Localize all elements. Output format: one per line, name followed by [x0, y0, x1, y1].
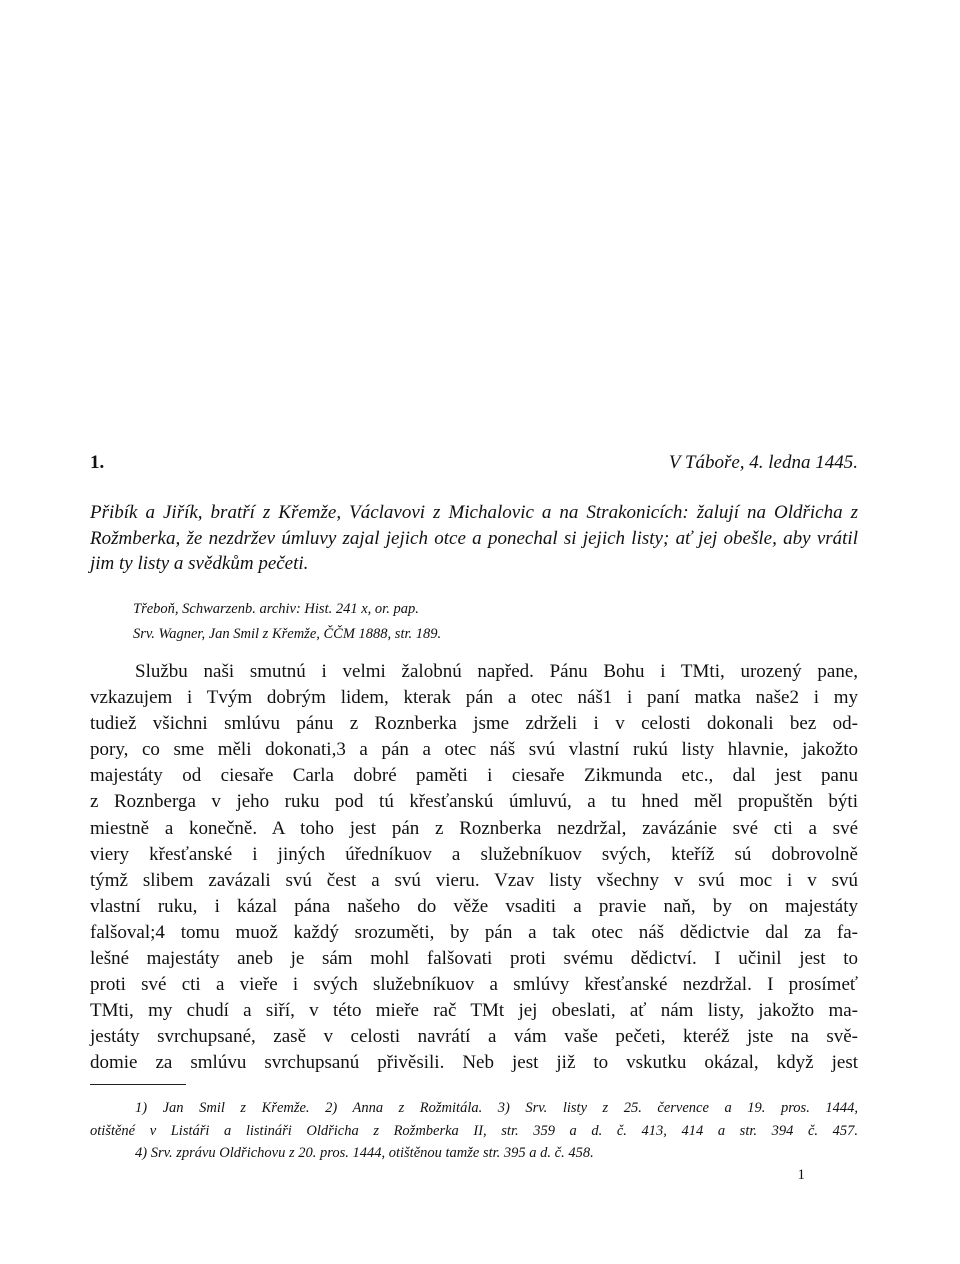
literature-reference: Srv. Wagner, Jan Smil z Křemže, ČČM 1888, str. 189.: [133, 626, 442, 642]
regest-summary: Přibík a Jiřík, bratří z Křemže, Václavovi z Michalovic a na Strakonicích: žalují na Oldřicha z Rožmberka, že nezdržev úmluvy zajal jejich otce a ponechal si jejich listy; ať jej obešle, aby vrátil jim ty listy a svědkům pečeti.: [90, 502, 858, 574]
body-line: z Roznberga v jeho ruku pod tú křesťanskú úmluvú, a tu hned měl propuštěn býti: [90, 791, 858, 813]
body-line: jestáty svrchupsané, zasě v celosti navrátí a vám vaše pečeti, kteréž jste na svě-: [90, 1026, 858, 1048]
body-line: týmž slibem zavázali svú čest a svú vieru. Vzav listy všechny v svú moc i v svú: [90, 869, 858, 891]
body-line: TMti, my chudí a siří, v této mieře rač TMt jej obeslati, ať nám listy, jakožto ma-: [90, 1000, 858, 1022]
body-line: Službu naši smutnú i velmi žalobnú napřed. Pánu Bohu i TMti, urozený pane,: [135, 661, 858, 682]
document-header: [90, 452, 858, 480]
body-line: pory, co sme měli dokonati,3 a pán a otec náš svú vlastní rukú listy hlavnie, jakožto: [90, 739, 858, 761]
footnote-line: 1) Jan Smil z Křemže. 2) Anna z Rožmitála. 3) Srv. listy z 25. července a 19. pros. 1444,: [135, 1100, 858, 1116]
footnote-line: otištěné v Listáři a listináři Oldřicha z Rožmberka II, str. 359 a d. č. 413, 414 a str. 394 č. 457.: [90, 1122, 858, 1139]
body-line: vzkazujem i Tvým dobrým lidem, kterak pán a otec náš1 i paní matka naše2 i my: [90, 687, 858, 709]
body-line: miestně a konečně. A toho jest pán z Roznberka nezdržal, zavázánie své cti a své: [90, 817, 858, 839]
body-line: tudiež všichni smlúvu pánu z Roznberka jsme zdrželi i v celosti dokonali bez od-: [90, 713, 858, 735]
body-line: domie za smlúvu svrchupsanú přivěsili. Neb jest již to vskutku okázal, když jest: [90, 1052, 858, 1074]
body-line: proti své cti a vieře i svých služebníkuov a smlúvy křesťanské nezdržal. I prosímeť: [90, 974, 858, 996]
footnotes: [90, 1097, 858, 1165]
body-line: lešné majestáty aneb je sám mohl falšovati proti svému dědictví. I učinil jest to: [90, 948, 858, 970]
footnote-divider: [90, 1084, 186, 1085]
place-date: V Táboře, 4. ledna 1445.: [668, 452, 858, 473]
archive-source: Třeboň, Schwarzenb. archiv: Hist. 241 x, or. pap.: [133, 601, 419, 617]
body-line: majestáty od ciesaře Carla dobré paměti i ciesaře Zikmunda etc., dal jest panu: [90, 765, 858, 787]
body-line: falšoval;4 tomu muož každý srozuměti, by pán a tak otec náš dědictvie dal za fa-: [90, 921, 858, 943]
body-line: vlastní ruku, i kázal pána našeho do věže vsaditi a pravie naň, by on majestáty: [90, 895, 858, 917]
page-number: 1: [797, 1167, 805, 1183]
footnote-line: 4) Srv. zprávu Oldřichovu z 20. pros. 1444, otištěnou tamže str. 395 a d. č. 458.: [135, 1145, 594, 1161]
letter-body: [90, 659, 858, 1077]
document-number: 1.: [90, 452, 105, 473]
body-line: viery křesťanské i jiných úředníkuov a služebníkuov svých, kteříž sú dobrovolně: [90, 843, 858, 865]
source-references: [133, 597, 858, 647]
